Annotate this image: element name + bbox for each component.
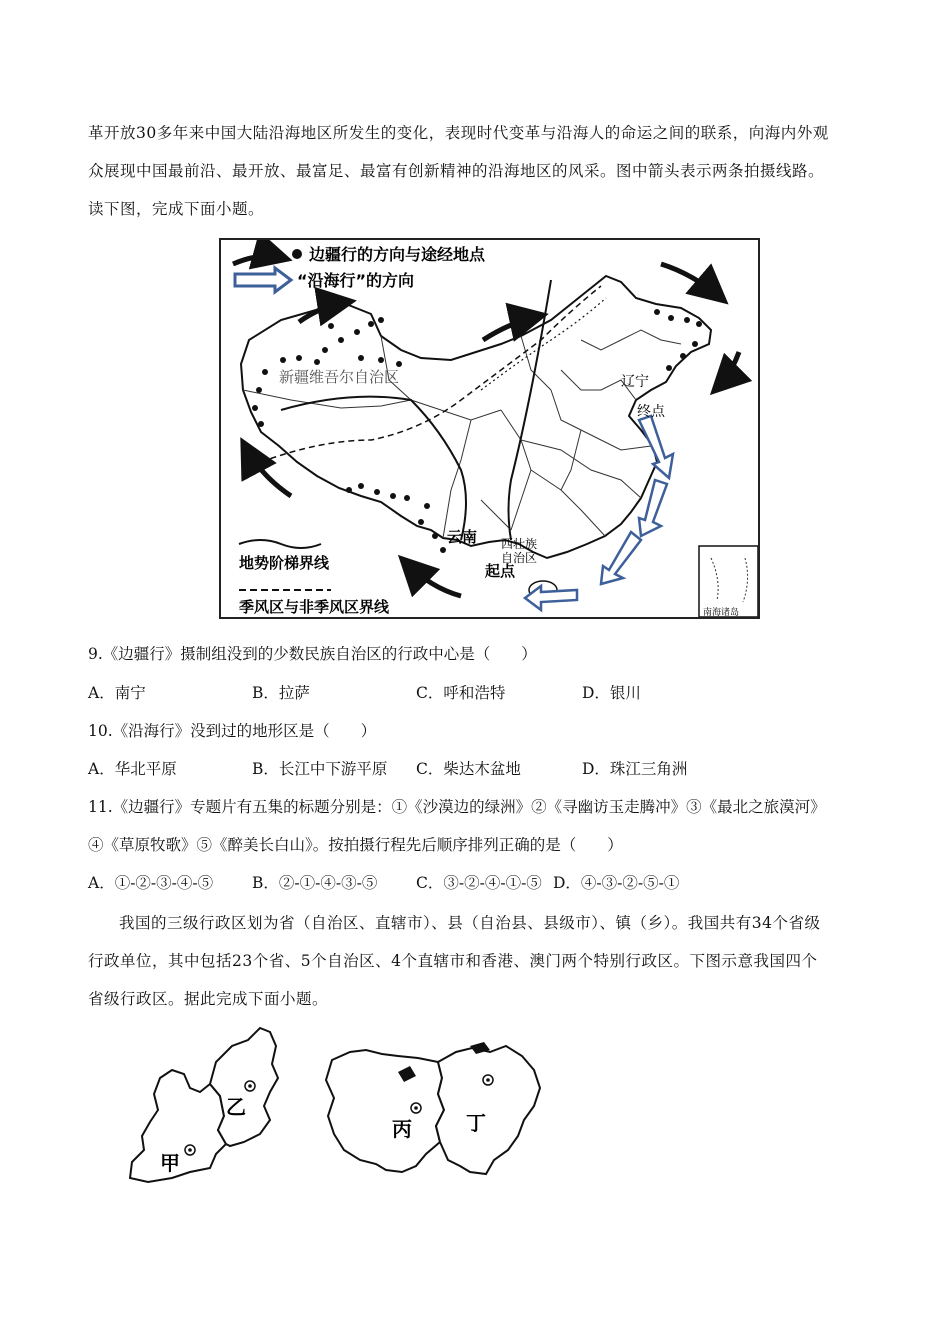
q9-option-c[interactable]: C．呼和浩特 <box>416 684 506 702</box>
label-yi: 乙 <box>226 1095 246 1119</box>
q11-option-b[interactable]: B．②-①-④-③-⑤ <box>252 874 378 892</box>
svg-text:“沿海行”的方向: “沿海行”的方向 <box>297 271 415 290</box>
q10-stem: 10.《沿海行》没到过的地形区是（ ） <box>88 722 377 740</box>
province-ding-shape <box>436 1046 540 1174</box>
q10-option-d[interactable]: D．珠江三角洲 <box>582 760 688 778</box>
label-yunnan: 云南 <box>447 528 478 546</box>
passage-2-line-3: 省级行政区。据此完成下面小题。 <box>88 990 329 1008</box>
q11-stem-2: ④《草原牧歌》⑤《醉美长白山》。按拍摄行程先后顺序排列正确的是（ ） <box>88 836 623 854</box>
province-bing-shape <box>326 1050 444 1172</box>
q11-option-c[interactable]: C．③-②-④-①-⑤ <box>416 874 542 892</box>
q11-option-d[interactable]: D．④-③-②-⑤-① <box>553 874 680 892</box>
q10-option-c[interactable]: C．柴达木盆地 <box>416 760 521 778</box>
q9-option-a[interactable]: A．南宁 <box>88 684 146 702</box>
label-inset: 南海诸岛 <box>703 608 740 617</box>
q11-stem-1: 11.《边疆行》专题片有五集的标题分别是：①《沙漠边的绿洲》②《寻幽访玉走腾冲》③《最北之旅漠河》 <box>88 798 826 816</box>
label-liaoning: 辽宁 <box>621 374 649 390</box>
legend-frontier <box>233 245 486 264</box>
q9-option-b[interactable]: B．拉萨 <box>252 684 310 702</box>
intro-paragraph <box>88 114 868 228</box>
south-china-sea-inset <box>699 546 758 617</box>
label-guangxi-2: 自治区 <box>501 551 538 565</box>
label-jia: 甲 <box>160 1151 180 1175</box>
passage-2-line-2: 行政单位，其中包括23个省、5个自治区、4个直辖市和香港、澳门两个特别行政区。下图示意我国四个 <box>88 952 818 970</box>
label-ding: 丁 <box>466 1111 486 1135</box>
four-provinces-map <box>120 1022 560 1192</box>
q9-stem: 9.《边疆行》摄制组没到的少数民族自治区的行政中心是（ ） <box>88 645 537 663</box>
intro-line-2: 众展现中国最前沿、最开放、最富足、最富有创新精神的沿海地区的风采。图中箭头表示两条拍摄线路。 <box>88 162 825 180</box>
intro-line-3: 读下图，完成下面小题。 <box>88 200 265 218</box>
passage-2 <box>88 904 868 1018</box>
label-end: 终点 <box>637 404 665 420</box>
intro-line-1: 革开放30多年来中国大陆沿海地区所发生的变化，表现时代变革与沿海人的命运之间的联系，向海内外观 <box>88 124 829 142</box>
label-start: 起点 <box>485 562 516 580</box>
q9-option-d[interactable]: D．银川 <box>582 684 641 702</box>
label-bing: 丙 <box>392 1117 412 1141</box>
svg-text:边疆行的方向与途经地点: 边疆行的方向与途经地点 <box>309 245 486 264</box>
q11-option-a[interactable]: A．①-②-③-④-⑤ <box>88 874 214 892</box>
q10-option-b[interactable]: B．长江中下游平原 <box>252 760 388 778</box>
legend-coastal <box>235 268 414 292</box>
passage-2-line-1: 我国的三级行政区划为省（自治区、直辖市）、县（自治县、县级市）、镇（乡）。我国共有34个省级 <box>119 914 821 932</box>
label-xinjiang: 新疆维吾尔自治区 <box>279 368 400 386</box>
label-guangxi-1: 西壮族 <box>501 537 538 551</box>
legend-monsoon: 季风区与非季风区界线 <box>239 598 390 616</box>
china-route-map <box>219 238 760 619</box>
q10-option-a[interactable]: A．华北平原 <box>88 760 177 778</box>
province-yi-shape <box>210 1028 278 1146</box>
legend-terrain: 地势阶梯界线 <box>239 554 330 572</box>
